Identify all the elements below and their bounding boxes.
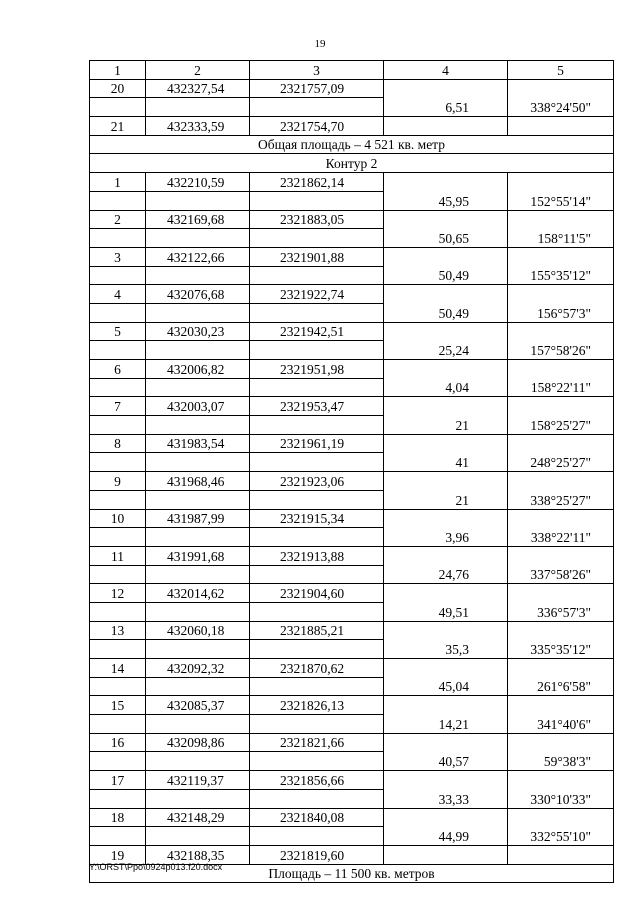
point-row [90, 808, 614, 827]
contour-2-title-row [90, 154, 614, 173]
segment-angle: 158°22'11" [508, 378, 614, 397]
point-row [90, 117, 614, 136]
empty-cell [90, 565, 146, 584]
coord-y: 2321901,88 [250, 247, 384, 266]
empty-cell [384, 771, 508, 790]
segment-length: 14,21 [384, 715, 508, 734]
empty-cell [90, 677, 146, 696]
empty-cell [508, 621, 614, 640]
empty-cell [90, 266, 146, 285]
point-number: 1 [90, 173, 146, 192]
segment-row [90, 528, 614, 547]
coord-y: 2321923,06 [250, 472, 384, 491]
coordinates-table [89, 60, 614, 883]
empty-cell [508, 509, 614, 528]
point-number: 4 [90, 285, 146, 304]
empty-cell [508, 397, 614, 416]
header-col-3: 3 [250, 61, 384, 80]
point-row [90, 360, 614, 379]
segment-angle: 336°57'3" [508, 602, 614, 621]
segment-angle: 248°25'27" [508, 453, 614, 472]
point-row [90, 696, 614, 715]
coord-y: 2321904,60 [250, 584, 384, 603]
empty-cell [384, 546, 508, 565]
segment-angle: 338°24'50" [508, 98, 614, 117]
coord-x: 432030,23 [146, 322, 250, 341]
area-summary-1-row [90, 135, 614, 154]
segment-row [90, 378, 614, 397]
empty-cell [508, 247, 614, 266]
segment-length: 4,04 [384, 378, 508, 397]
empty-cell [384, 845, 508, 864]
point-row [90, 733, 614, 752]
segment-row [90, 303, 614, 322]
segment-length: 50,65 [384, 229, 508, 248]
empty-cell [90, 191, 146, 210]
empty-cell [508, 771, 614, 790]
empty-cell [384, 247, 508, 266]
segment-angle: 335°35'12" [508, 640, 614, 659]
coord-y: 2321819,60 [250, 845, 384, 864]
empty-cell [146, 602, 250, 621]
coord-x: 431968,46 [146, 472, 250, 491]
empty-cell [90, 229, 146, 248]
segment-length: 45,95 [384, 191, 508, 210]
empty-cell [384, 210, 508, 229]
empty-cell [508, 79, 614, 98]
coord-y: 2321942,51 [250, 322, 384, 341]
segment-row [90, 453, 614, 472]
segment-row [90, 98, 614, 117]
segment-length: 24,76 [384, 565, 508, 584]
empty-cell [90, 827, 146, 846]
empty-cell [384, 733, 508, 752]
empty-cell [90, 303, 146, 322]
coord-x: 432169,68 [146, 210, 250, 229]
coord-x: 432119,37 [146, 771, 250, 790]
empty-cell [384, 584, 508, 603]
empty-cell [90, 752, 146, 771]
empty-cell [250, 640, 384, 659]
point-number: 16 [90, 733, 146, 752]
empty-cell [90, 453, 146, 472]
point-number: 19 [90, 845, 146, 864]
coord-y: 2321821,66 [250, 733, 384, 752]
empty-cell [384, 322, 508, 341]
empty-cell [250, 341, 384, 360]
area-summary-1: Общая площадь – 4 521 кв. метр [90, 135, 614, 154]
coord-y: 2321754,70 [250, 117, 384, 136]
empty-cell [508, 733, 614, 752]
empty-cell [250, 715, 384, 734]
segment-length: 21 [384, 416, 508, 435]
segment-angle: 338°22'11" [508, 528, 614, 547]
segment-row [90, 715, 614, 734]
empty-cell [384, 472, 508, 491]
empty-cell [90, 715, 146, 734]
empty-cell [250, 416, 384, 435]
empty-cell [250, 453, 384, 472]
empty-cell [146, 416, 250, 435]
segment-angle: 155°35'12" [508, 266, 614, 285]
coordinates-table-body [90, 61, 614, 883]
empty-cell [90, 416, 146, 435]
header-col-1: 1 [90, 61, 146, 80]
empty-cell [384, 434, 508, 453]
empty-cell [250, 266, 384, 285]
point-number: 10 [90, 509, 146, 528]
empty-cell [146, 715, 250, 734]
point-number: 17 [90, 771, 146, 790]
segment-row [90, 602, 614, 621]
empty-cell [508, 322, 614, 341]
empty-cell [146, 490, 250, 509]
empty-cell [250, 789, 384, 808]
segment-angle: 156°57'3" [508, 303, 614, 322]
empty-cell [90, 341, 146, 360]
empty-cell [384, 621, 508, 640]
coord-y: 2321870,62 [250, 659, 384, 678]
empty-cell [146, 378, 250, 397]
segment-row [90, 416, 614, 435]
segment-row [90, 341, 614, 360]
segment-length: 40,57 [384, 752, 508, 771]
empty-cell [384, 285, 508, 304]
coord-x: 432148,29 [146, 808, 250, 827]
point-number: 12 [90, 584, 146, 603]
point-number: 15 [90, 696, 146, 715]
segment-row [90, 229, 614, 248]
coord-x: 432098,86 [146, 733, 250, 752]
segment-row [90, 752, 614, 771]
empty-cell [250, 565, 384, 584]
empty-cell [508, 659, 614, 678]
segment-length: 49,51 [384, 602, 508, 621]
point-number: 8 [90, 434, 146, 453]
empty-cell [146, 827, 250, 846]
coord-x: 432092,32 [146, 659, 250, 678]
header-col-5: 5 [508, 61, 614, 80]
point-number: 2 [90, 210, 146, 229]
empty-cell [90, 602, 146, 621]
point-number: 18 [90, 808, 146, 827]
header-row [90, 61, 614, 80]
coord-y: 2321915,34 [250, 509, 384, 528]
segment-row [90, 565, 614, 584]
point-row [90, 397, 614, 416]
file-path-footer: Y:\ORST\Ppo\0924p013.f20.docx [89, 862, 223, 872]
point-row [90, 173, 614, 192]
point-number: 6 [90, 360, 146, 379]
coord-x: 431987,99 [146, 509, 250, 528]
empty-cell [146, 528, 250, 547]
empty-cell [146, 752, 250, 771]
point-row [90, 659, 614, 678]
empty-cell [250, 229, 384, 248]
point-row [90, 546, 614, 565]
segment-angle: 157°58'26" [508, 341, 614, 360]
empty-cell [90, 98, 146, 117]
empty-cell [508, 808, 614, 827]
point-row [90, 79, 614, 98]
coord-y: 2321757,09 [250, 79, 384, 98]
coord-x: 432122,66 [146, 247, 250, 266]
empty-cell [384, 397, 508, 416]
segment-angle: 337°58'26" [508, 565, 614, 584]
header-col-4: 4 [384, 61, 508, 80]
point-row [90, 210, 614, 229]
segment-row [90, 490, 614, 509]
coord-y: 2321951,98 [250, 360, 384, 379]
empty-cell [508, 117, 614, 136]
empty-cell [146, 677, 250, 696]
empty-cell [384, 808, 508, 827]
empty-cell [146, 266, 250, 285]
point-number: 14 [90, 659, 146, 678]
segment-row [90, 827, 614, 846]
empty-cell [90, 378, 146, 397]
empty-cell [508, 285, 614, 304]
contour-2-title: Контур 2 [90, 154, 614, 173]
empty-cell [146, 341, 250, 360]
coord-x: 432006,82 [146, 360, 250, 379]
segment-length: 33,33 [384, 789, 508, 808]
empty-cell [250, 378, 384, 397]
empty-cell [384, 79, 508, 98]
segment-row [90, 640, 614, 659]
coord-x: 432210,59 [146, 173, 250, 192]
empty-cell [384, 696, 508, 715]
empty-cell [250, 98, 384, 117]
point-row [90, 247, 614, 266]
point-number: 21 [90, 117, 146, 136]
empty-cell [250, 602, 384, 621]
empty-cell [508, 360, 614, 379]
empty-cell [90, 789, 146, 808]
empty-cell [146, 789, 250, 808]
empty-cell [250, 191, 384, 210]
empty-cell [146, 303, 250, 322]
empty-cell [508, 434, 614, 453]
segment-row [90, 266, 614, 285]
point-row [90, 509, 614, 528]
segment-length: 35,3 [384, 640, 508, 659]
segment-length: 50,49 [384, 266, 508, 285]
empty-cell [146, 565, 250, 584]
segment-angle: 59°38'3" [508, 752, 614, 771]
empty-cell [508, 546, 614, 565]
point-row [90, 472, 614, 491]
empty-cell [250, 303, 384, 322]
segment-angle: 158°25'27" [508, 416, 614, 435]
point-number: 20 [90, 79, 146, 98]
segment-length: 6,51 [384, 98, 508, 117]
segment-length: 50,49 [384, 303, 508, 322]
empty-cell [384, 360, 508, 379]
coord-x: 432060,18 [146, 621, 250, 640]
segment-angle: 338°25'27" [508, 490, 614, 509]
segment-length: 44,99 [384, 827, 508, 846]
empty-cell [508, 210, 614, 229]
point-number: 5 [90, 322, 146, 341]
point-number: 11 [90, 546, 146, 565]
coord-y: 2321883,05 [250, 210, 384, 229]
coord-x: 432014,62 [146, 584, 250, 603]
empty-cell [90, 490, 146, 509]
empty-cell [508, 584, 614, 603]
segment-angle: 332°55'10" [508, 827, 614, 846]
segment-angle: 158°11'5" [508, 229, 614, 248]
empty-cell [90, 528, 146, 547]
coord-y: 2321913,88 [250, 546, 384, 565]
segment-row [90, 789, 614, 808]
coord-x: 432003,07 [146, 397, 250, 416]
header-col-2: 2 [146, 61, 250, 80]
coord-x: 432076,68 [146, 285, 250, 304]
coord-y: 2321840,08 [250, 808, 384, 827]
point-row [90, 621, 614, 640]
coord-y: 2321953,47 [250, 397, 384, 416]
coord-y: 2321961,19 [250, 434, 384, 453]
empty-cell [384, 659, 508, 678]
segment-length: 21 [384, 490, 508, 509]
coord-y: 2321862,14 [250, 173, 384, 192]
coord-y: 2321922,74 [250, 285, 384, 304]
point-number: 7 [90, 397, 146, 416]
empty-cell [146, 98, 250, 117]
point-number: 13 [90, 621, 146, 640]
empty-cell [250, 752, 384, 771]
empty-cell [90, 640, 146, 659]
segment-length: 3,96 [384, 528, 508, 547]
point-number: 3 [90, 247, 146, 266]
segment-length: 25,24 [384, 341, 508, 360]
empty-cell [146, 191, 250, 210]
segment-angle: 330°10'33" [508, 789, 614, 808]
coord-y: 2321856,66 [250, 771, 384, 790]
empty-cell [250, 490, 384, 509]
coord-x: 432085,37 [146, 696, 250, 715]
empty-cell [384, 173, 508, 192]
segment-length: 41 [384, 453, 508, 472]
coord-x: 431991,68 [146, 546, 250, 565]
coord-x: 431983,54 [146, 434, 250, 453]
empty-cell [146, 640, 250, 659]
point-row [90, 434, 614, 453]
segment-length: 45,04 [384, 677, 508, 696]
empty-cell [384, 509, 508, 528]
coord-x: 432188,35 [146, 845, 250, 864]
point-row [90, 285, 614, 304]
area-summary-2: Площадь – 11 500 кв. метров [90, 864, 614, 883]
empty-cell [250, 677, 384, 696]
empty-cell [508, 845, 614, 864]
coord-y: 2321885,21 [250, 621, 384, 640]
empty-cell [250, 827, 384, 846]
coord-x: 432333,59 [146, 117, 250, 136]
segment-row [90, 191, 614, 210]
empty-cell [146, 229, 250, 248]
empty-cell [508, 173, 614, 192]
empty-cell [508, 472, 614, 491]
point-row [90, 322, 614, 341]
empty-cell [508, 696, 614, 715]
point-row [90, 584, 614, 603]
segment-angle: 341°40'6" [508, 715, 614, 734]
coord-x: 432327,54 [146, 79, 250, 98]
point-row [90, 771, 614, 790]
empty-cell [250, 528, 384, 547]
point-number: 9 [90, 472, 146, 491]
empty-cell [146, 453, 250, 472]
segment-angle: 261°6'58" [508, 677, 614, 696]
segment-row [90, 677, 614, 696]
coord-y: 2321826,13 [250, 696, 384, 715]
page-number: 19 [314, 38, 326, 50]
empty-cell [384, 117, 508, 136]
segment-angle: 152°55'14" [508, 191, 614, 210]
